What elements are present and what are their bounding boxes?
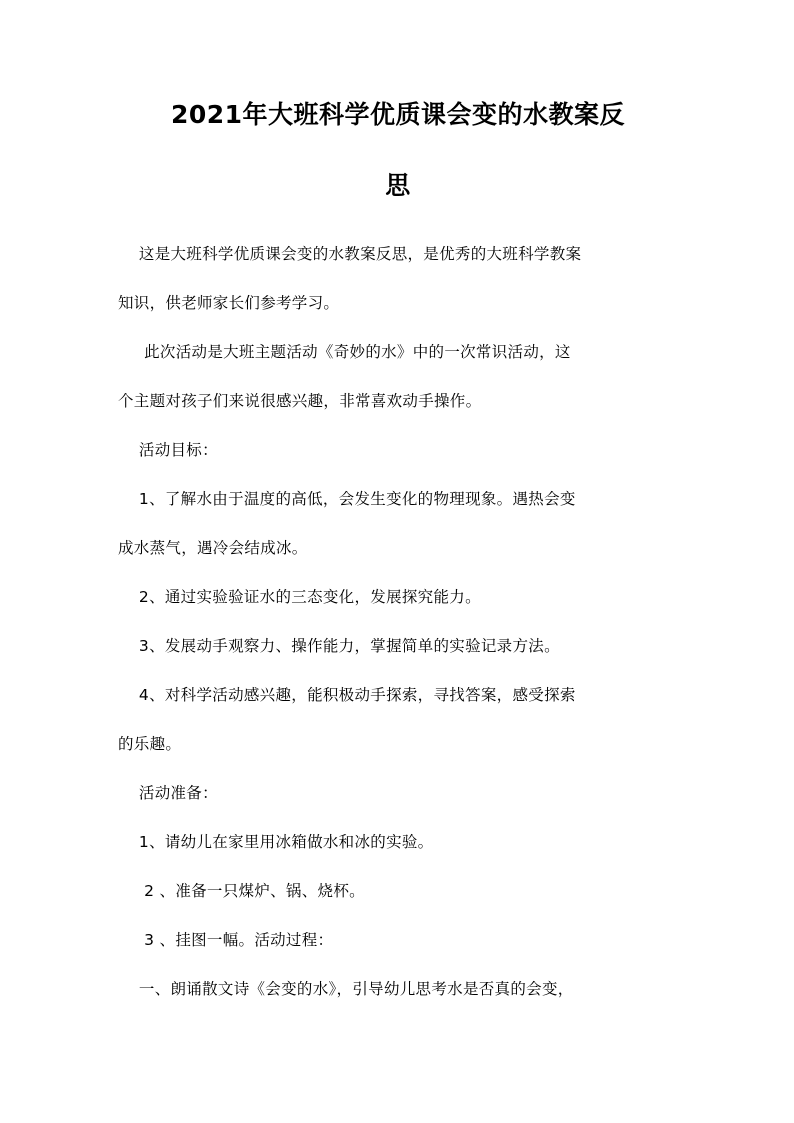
body-line: 的乐趣。 — [118, 735, 182, 753]
body-line: 1、了解水由于温度的高低，会发生变化的物理现象。遇热会变 — [118, 490, 576, 508]
section-heading-preparation: 活动准备： — [118, 784, 218, 802]
body-line: 1、请幼儿在家里用冰箱做水和冰的实验。 — [118, 833, 434, 851]
body-line: 成水蒸气，遇冷会结成冰。 — [118, 539, 308, 557]
body-line: 知识，供老师家长们参考学习。 — [118, 294, 340, 312]
body-line: 3 、挂图一幅。活动过程： — [118, 931, 334, 949]
body-line: 此次活动是大班主题活动《奇妙的水》中的一次常识活动，这 — [118, 343, 571, 361]
body-line: 4、对科学活动感兴趣，能积极动手探索，寻找答案，感受探索 — [118, 686, 576, 704]
document-title-line-1: 2021年大班科学优质课会变的水教案反 — [170, 100, 626, 129]
body-line: 个主题对孩子们来说很感兴趣，非常喜欢动手操作。 — [118, 392, 482, 410]
document-title-line-2: 思 — [385, 171, 411, 200]
body-line: 3、发展动手观察力、操作能力，掌握简单的实验记录方法。 — [118, 637, 560, 655]
body-line: 一、朗诵散文诗《会变的水》，引导幼儿思考水是否真的会变， — [118, 980, 574, 998]
body-line: 这是大班科学优质课会变的水教案反思，是优秀的大班科学教案 — [118, 245, 582, 263]
body-line: 2 、准备一只煤炉、锅、烧杯。 — [118, 882, 365, 900]
body-line: 2、通过实验验证水的三态变化，发展探究能力。 — [118, 588, 481, 606]
section-heading-goals: 活动目标： — [118, 441, 218, 459]
